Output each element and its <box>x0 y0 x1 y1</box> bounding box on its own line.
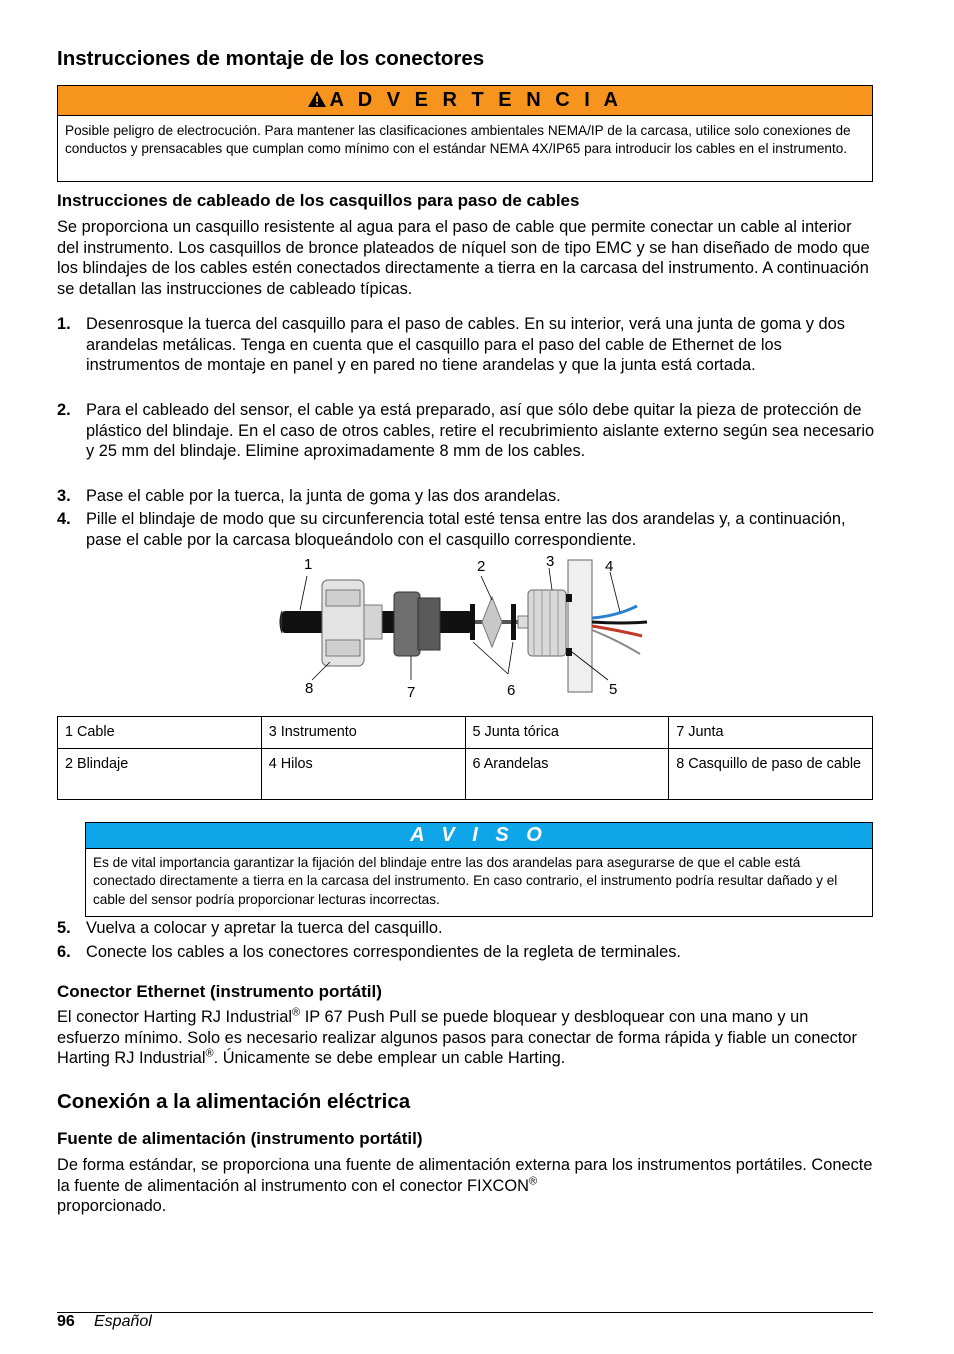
step-text: Pase el cable por la tuerca, la junta de goma y las dos arandelas. <box>86 487 561 505</box>
ethernet-paragraph: El conector Harting RJ Industrial® IP 67 Push Pull se puede bloquear y desbloquear con una mano y un esfuerzo mínimo. Solo es necesario realizar algunos pasos para conectar de forma rápida y fiable un conector Harting RJ Industrial®. Únicamente se debe emplear un cable Harting. <box>57 1006 857 1068</box>
subsection-title-cable-glands: Instrucciones de cableado de los casquillos para paso de cables <box>57 191 580 210</box>
power-supply-paragraph: De forma estándar, se proporciona una fuente de alimentación externa para los instrumentos portátiles. Conecte la fuente de alimentación al instrumento con el conector FIXCON® proporcionado. <box>57 1156 873 1216</box>
legend-cell: 6 Arandelas <box>465 749 669 800</box>
subsection-title-ethernet: Conector Ethernet (instrumento portátil) <box>57 982 382 1001</box>
instrument-wall-drawing <box>568 560 592 692</box>
legend-cell: 8 Casquillo de paso de cable <box>669 749 873 800</box>
gland-body-drawing <box>528 590 566 656</box>
footer-language: Español <box>94 1313 152 1330</box>
step-6 <box>57 942 875 963</box>
callout-1: 1 <box>304 556 313 573</box>
legend-cell: 3 Instrumento <box>261 717 465 749</box>
step-number: 1. <box>57 315 71 333</box>
callout-7: 7 <box>407 684 416 701</box>
subsection-title-power-supply: Fuente de alimentación (instrumento portátil) <box>57 1129 423 1148</box>
step-5 <box>57 918 875 939</box>
step-number: 2. <box>57 401 71 419</box>
callout-6: 6 <box>507 682 516 699</box>
page-number: 96 <box>57 1313 75 1330</box>
callout-5: 5 <box>609 681 618 698</box>
step-number: 4. <box>57 510 71 528</box>
footer-rule <box>57 1312 873 1313</box>
o-ring-drawing <box>566 648 572 656</box>
o-ring-drawing <box>566 594 572 602</box>
seal-drawing <box>394 592 440 656</box>
wires-drawing <box>592 606 647 654</box>
step-text: Para el cableado del sensor, el cable ya está preparado, así que sólo debe quitar la pieza de protección de plástico del blindaje. En el caso de otros cables, retire el recubrimiento aislante externo según sea necesario y 25 mm del blindaje. Elimine aproximadamente 8 mm de los cables. <box>86 401 875 461</box>
shield-drawing <box>482 597 502 647</box>
warning-triangle-icon <box>307 90 327 108</box>
step-4 <box>57 509 875 550</box>
legend-cell: 1 Cable <box>58 717 262 749</box>
notice-box <box>85 822 873 917</box>
legend-cell: 7 Junta <box>669 717 873 749</box>
callout-3: 3 <box>546 553 555 570</box>
gland-nut-drawing <box>322 580 382 666</box>
intro-paragraph: Se proporciona un casquillo resistente al agua para el paso de cable que permite conectar un cable al interior del instrumento. Los casquillos de bronce plateados de níquel son de tipo EMC y se han diseñado de modo que los blindajes de los cables estén conectados directamente a tierra en la carcasa del instrumento. A continuación se detallan las instrucciones de cableado típicas. <box>57 218 870 299</box>
step-text: Pille el blindaje de modo que su circunferencia total esté tensa entre las dos arandelas y, a continuación, pase el cable por la carcasa bloqueándolo con el casquillo correspondiente. <box>86 510 846 549</box>
cable-gland-figure <box>270 550 670 705</box>
warning-header <box>58 86 872 116</box>
warning-title: A D V E R T E N C I A <box>329 89 623 111</box>
section-title-power: Conexión a la alimentación eléctrica <box>57 1090 411 1113</box>
section-title-connectors: Instrucciones de montaje de los conectores <box>57 47 485 70</box>
warning-text: Posible peligro de electrocución. Para mantener las clasificaciones ambientales NEMA/IP de la carcasa, utilice solo conexiones de conductos y prensacables que cumplan como mínimo con el estándar NEMA 4X/IP65 para introducir los cables en el instrumento. <box>65 123 851 157</box>
legend-cell: 4 Hilos <box>261 749 465 800</box>
notice-header <box>86 823 872 849</box>
notice-text: Es de vital importancia garantizar la fijación del blindaje entre las dos arandelas para asegurarse de que el cable está conectado directamente a tierra en la carcasa del instrumento. En caso contrario, el instrumento podría resultar dañado y el cable del sensor podría proporcionar lecturas incorrectas. <box>93 855 838 907</box>
step-text: Vuelva a colocar y apretar la tuerca del casquillo. <box>86 919 443 937</box>
figure-legend-table <box>57 716 873 800</box>
notice-title: A V I S O <box>410 824 548 846</box>
callout-2: 2 <box>477 558 486 575</box>
step-3 <box>57 486 875 507</box>
step-number: 3. <box>57 487 71 505</box>
washer-drawing <box>470 604 475 640</box>
step-number: 5. <box>57 919 71 937</box>
step-text: Desenrosque la tuerca del casquillo para el paso de cables. En su interior, verá una junta de goma y dos arandelas metálicas. Tenga en cuenta que el casquillo para el paso del cable de Ethernet de los instrumentos de montaje en panel y en pared no tiene arandelas y que la junta está cortada. <box>86 315 845 375</box>
step-text: Conecte los cables a los conectores correspondientes de la regleta de terminales. <box>86 943 681 961</box>
step-1 <box>57 314 875 376</box>
callout-8: 8 <box>305 680 314 697</box>
step-number: 6. <box>57 943 71 961</box>
legend-cell: 5 Junta tórica <box>465 717 669 749</box>
washer-drawing <box>511 604 516 640</box>
table-row <box>58 749 873 800</box>
table-row <box>58 717 873 749</box>
legend-cell: 2 Blindaje <box>58 749 262 800</box>
step-2 <box>57 400 875 462</box>
warning-box <box>57 85 873 182</box>
callout-4: 4 <box>605 558 614 575</box>
